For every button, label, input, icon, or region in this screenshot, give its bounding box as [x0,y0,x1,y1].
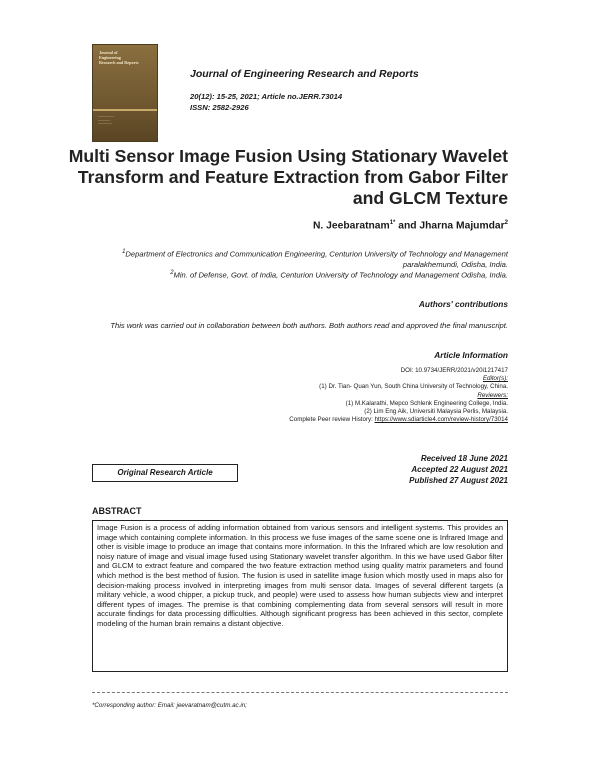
cover-title-line: Research and Reports [99,60,139,65]
cover-strip [93,109,157,111]
volume-info: 20(12): 15-25, 2021; Article no.JERR.73014 [190,92,343,101]
article-info-heading: Article Information [434,350,508,360]
affiliation-text: Department of Electronics and Communication Engineering, Centurion University of Technology and Management paralakhemundi, Odisha, India. [125,249,508,270]
accepted-date: Accepted 22 August 2021 [411,465,508,474]
affiliation [78,268,508,281]
affiliation-text: Min. of Defense, Govt. of India, Centurion University of Technology and Management Odisha, India. [173,270,508,280]
reviewer: (1) M.Kalarathi, Mepco Schlenk Engineering College, India. [345,399,508,407]
footnote-divider [92,692,508,693]
doi: DOI: 10.9734/JERR/2021/v20i1217417 [400,367,508,374]
affiliation-sup: 1 [122,249,126,255]
journal-cover-image [92,44,158,142]
cover-title-line: Journal of [99,50,118,55]
author-name: N. Jeebaratnam [312,220,390,232]
author-conjunction: and [395,220,420,232]
author-sup: 1* [389,220,396,226]
review-history-label: Complete Peer review History: [289,416,375,424]
received-date: Received 18 June 2021 [420,454,508,463]
journal-name: Journal of Engineering Research and Reports [190,68,419,80]
editors-label: Editor(s): [482,375,508,383]
author-name: Jharna Majumdar [419,220,505,232]
reviewers-label: Reviewers: [477,391,508,399]
cover-title-line: Engineering [99,55,121,60]
affiliation [78,247,508,271]
title-line: Transform and Feature Extraction from Gabor Filter [77,167,508,187]
author-line [313,220,508,231]
review-history-link[interactable]: https://www.sdiarticle4.com/review-history/73014 [374,416,508,424]
contributions-heading: Authors' contributions [418,299,508,309]
published-date: Published 27 August 2021 [409,476,508,485]
article-type-badge: Original Research Article [92,464,238,482]
contributions-text: This work was carried out in collaboration between both authors. Both authors read and approved the final manuscript. [110,321,508,330]
article-title [68,146,508,209]
issn: ISSN: 2582-2926 [190,103,249,112]
reviewer: (2) Lim Eng Aik, Universiti Malaysia Perlis, Malaysia. [364,408,508,416]
editor: (1) Dr. Tian- Quan Yun, South China University of Technology, China. [319,383,508,391]
review-history [88,416,508,424]
title-line: and GLCM Texture [352,188,508,208]
cover-title [99,50,153,65]
article-dates [409,453,508,486]
corresponding-author: *Corresponding author: Email: jeevaratnam@cutm.ac.in; [92,702,247,709]
article-info [88,367,508,424]
author-sup: 2 [504,220,508,226]
abstract-text: Image Fusion is a process of adding information obtained from various sensors and intelligent systems. This provides an image which containing complete information. In this process we fuse images of the same scene one is Infrared Image and other is visible image to produce an image that contains more information. In this the Infrared which are low resolution and noisy nature of image and visual image fused using Stationary wavelet transfer algorithm. In this we have used Gabor filter and GLCM to extract feature and compared the two feature extraction method using quality matrix parameters and found which method is the best method of fusion. The fusion is used in satellite image fusion which mostly used in maps also for decision-making process involved in interpreting images from multi sensor data. Images of several different targets (a military vehicle, a wood chipper, a pickup truck, and people) were used to assess how human subjects view and interpret different types of images. The premise is that combining complementing data from several sensors will result in more accurate findings for data processing difficulties. Although significant progress has been achieved in this sector, complete modeling of the human brain remains a distant objective. [92,520,508,672]
cover-lines: ──────── ────── ─────── [98,114,114,126]
affiliation-sup: 2 [170,270,174,276]
abstract-heading: ABSTRACT [92,506,142,516]
title-line: Multi Sensor Image Fusion Using Stationary Wavelet [68,146,508,166]
